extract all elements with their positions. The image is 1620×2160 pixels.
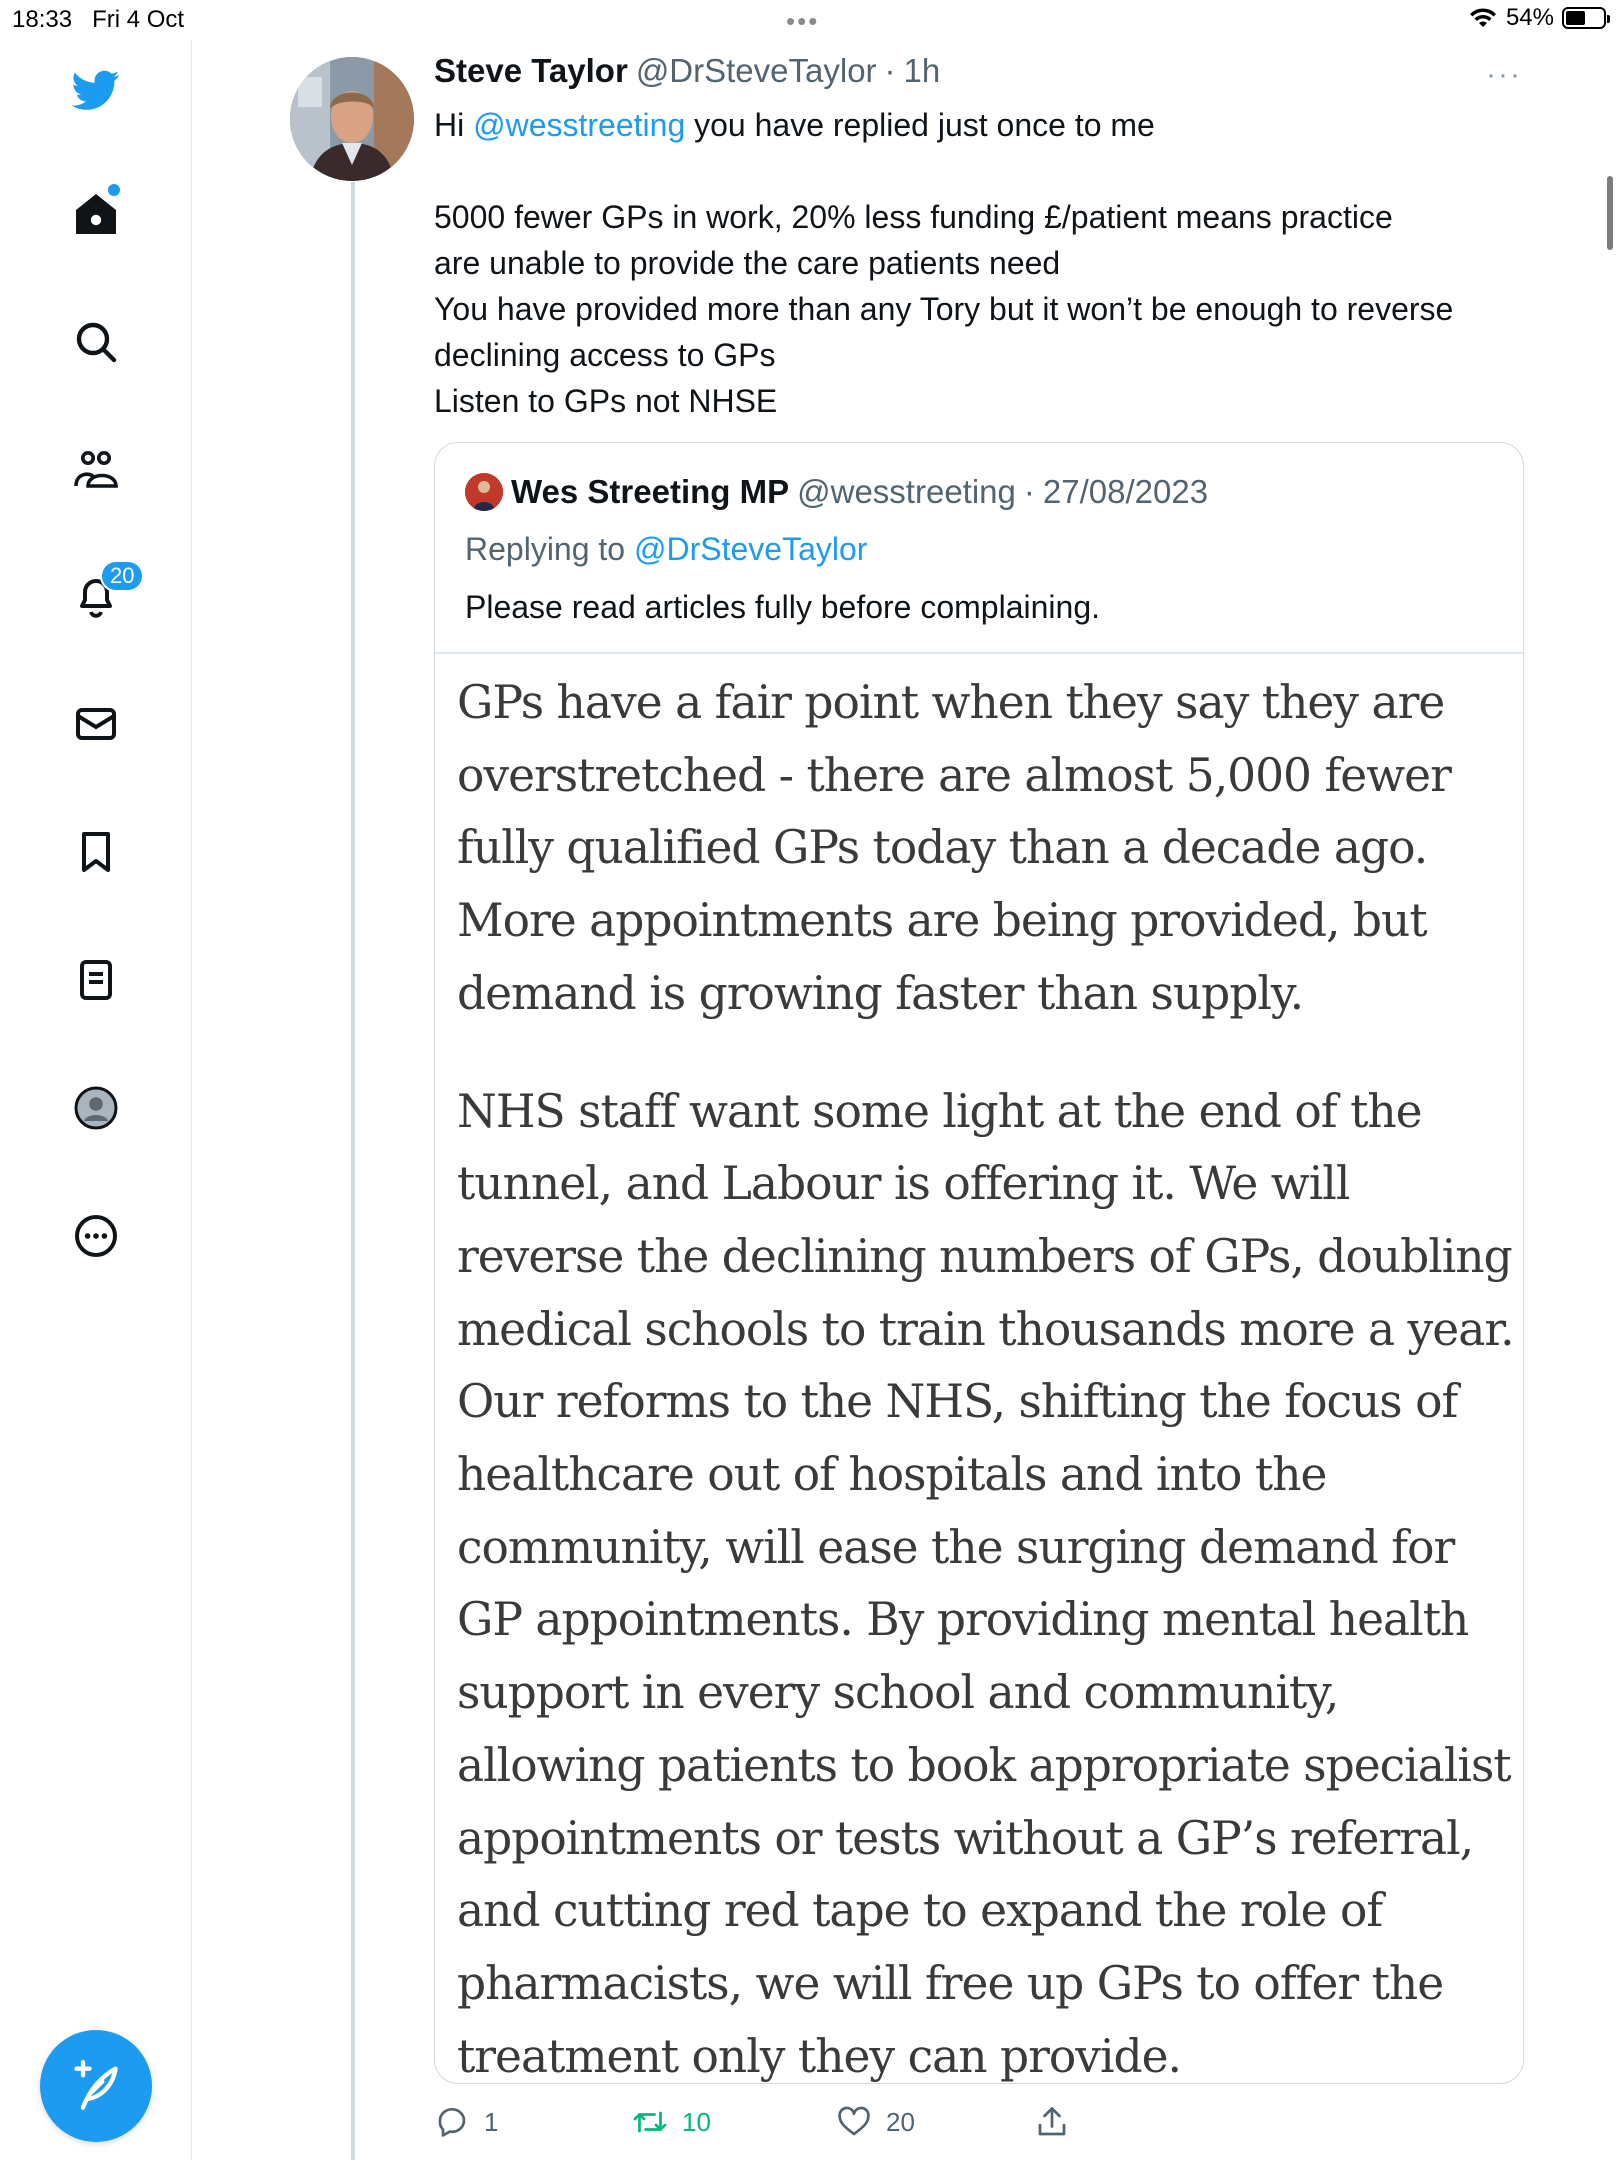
bookmarks-icon[interactable] <box>66 822 126 882</box>
retweet-button[interactable] <box>632 2104 711 2140</box>
mention-link[interactable]: @wesstreeting <box>473 107 686 143</box>
sidebar <box>0 40 192 2160</box>
communities-icon[interactable] <box>66 440 126 500</box>
tweet-line: 5000 fewer GPs in work, 20% less funding £/patient means practice <box>434 199 1393 235</box>
multitask-dots-icon[interactable]: ••• <box>786 6 820 36</box>
more-options-icon[interactable] <box>66 1206 126 1266</box>
home-icon[interactable] <box>66 184 126 244</box>
status-time: 18:33 Fri 4 Oct <box>12 6 185 33</box>
article-paragraph: GPs have a fair point when they say they are overstretched - there are almost 5,000 fewer fully qualified GPs today than a decade ago. More appointments are being provided, but demand is growing faster than supply. <box>457 676 1451 1020</box>
replying-mention[interactable]: @DrSteveTaylor <box>633 531 868 567</box>
reply-button[interactable] <box>434 2104 498 2140</box>
quote-separator: · <box>1023 473 1035 510</box>
like-button[interactable] <box>836 2104 915 2140</box>
article-divider <box>435 652 1523 654</box>
thread-line <box>351 182 355 2160</box>
battery-level <box>1566 11 1585 25</box>
notifications-icon[interactable] <box>66 563 135 626</box>
tweet-more-icon[interactable]: ··· <box>1486 58 1522 91</box>
home-new-dot <box>108 184 120 196</box>
wifi-icon <box>1468 6 1498 30</box>
compose-feather-icon <box>70 2060 122 2112</box>
article-paragraph: NHS staff want some light at the end of the tunnel, and Labour is offering it. We will reverse the declining numbers of GPs, doubling medical schools to train thousands more a year. Our reforms to the NHS, shifting the focus of healthcare out of hospitals and into the community, will ease the surging demand for GP appointments. By providing mental health support in every school and community, allowing patients to book appropriate specialist appointments or tests without a GP’s referral, and cutting red tape to expand the role of pharmacists, we will free up GPs to offer the treatment only they can provide. <box>457 1084 1514 2083</box>
tweet-line: You have provided more than any Tory but it won’t be enough to reverse <box>434 291 1454 327</box>
messages-icon[interactable] <box>66 694 126 754</box>
tweet-time[interactable]: 1h <box>903 52 941 89</box>
quote-header <box>465 473 1208 511</box>
tweet-line: Hi @wesstreeting you have replied just once to me <box>434 107 1155 143</box>
retweet-count: 10 <box>682 2106 711 2137</box>
quote-author-photo <box>465 473 503 511</box>
tweet-header <box>434 52 940 90</box>
tweet-body <box>434 102 1534 424</box>
compose-tweet-button[interactable] <box>40 2030 152 2142</box>
header-separator: · <box>884 52 896 89</box>
status-indicators <box>1468 4 1606 32</box>
reply-count: 1 <box>484 2106 499 2137</box>
share-icon <box>1034 2104 1070 2140</box>
retweet-icon <box>632 2104 668 2140</box>
author-photo <box>290 57 414 181</box>
replying-to: Replying to @DrSteveTaylor <box>465 531 868 567</box>
battery-icon <box>1562 7 1606 29</box>
quote-author-name[interactable]: Wes Streeting MP <box>511 473 790 510</box>
quoted-tweet[interactable] <box>434 442 1524 2084</box>
search-icon[interactable] <box>66 312 126 372</box>
quote-date: 27/08/2023 <box>1042 473 1209 510</box>
twitter-logo-icon[interactable] <box>66 60 126 120</box>
status-date: Fri 4 Oct <box>92 6 185 33</box>
avatar[interactable] <box>290 57 414 181</box>
battery-percent: 54% <box>1505 4 1554 31</box>
tweet-line: are unable to provide the care patients need <box>434 245 1061 281</box>
article-image[interactable] <box>457 667 1517 2084</box>
scrollbar[interactable] <box>1607 176 1613 250</box>
tweet-actions <box>434 2104 1534 2144</box>
quote-text: Please read articles fully before complaining. <box>465 589 1100 625</box>
quote-avatar[interactable] <box>465 473 503 511</box>
tweet-line: declining access to GPs <box>434 337 776 373</box>
profile-icon[interactable] <box>66 1078 126 1138</box>
status-bar <box>0 0 1620 40</box>
author-name[interactable]: Steve Taylor <box>434 52 628 89</box>
tweet-line: Listen to GPs not NHSE <box>434 383 778 419</box>
share-button[interactable] <box>1034 2104 1070 2140</box>
quote-author-handle[interactable]: @wesstreeting <box>797 473 1016 510</box>
notifications-badge: 20 <box>100 560 144 592</box>
reply-icon <box>434 2104 470 2140</box>
lists-icon[interactable] <box>66 950 126 1010</box>
author-handle[interactable]: @DrSteveTaylor <box>635 52 877 89</box>
heart-icon <box>836 2104 872 2140</box>
like-count: 20 <box>886 2106 915 2137</box>
